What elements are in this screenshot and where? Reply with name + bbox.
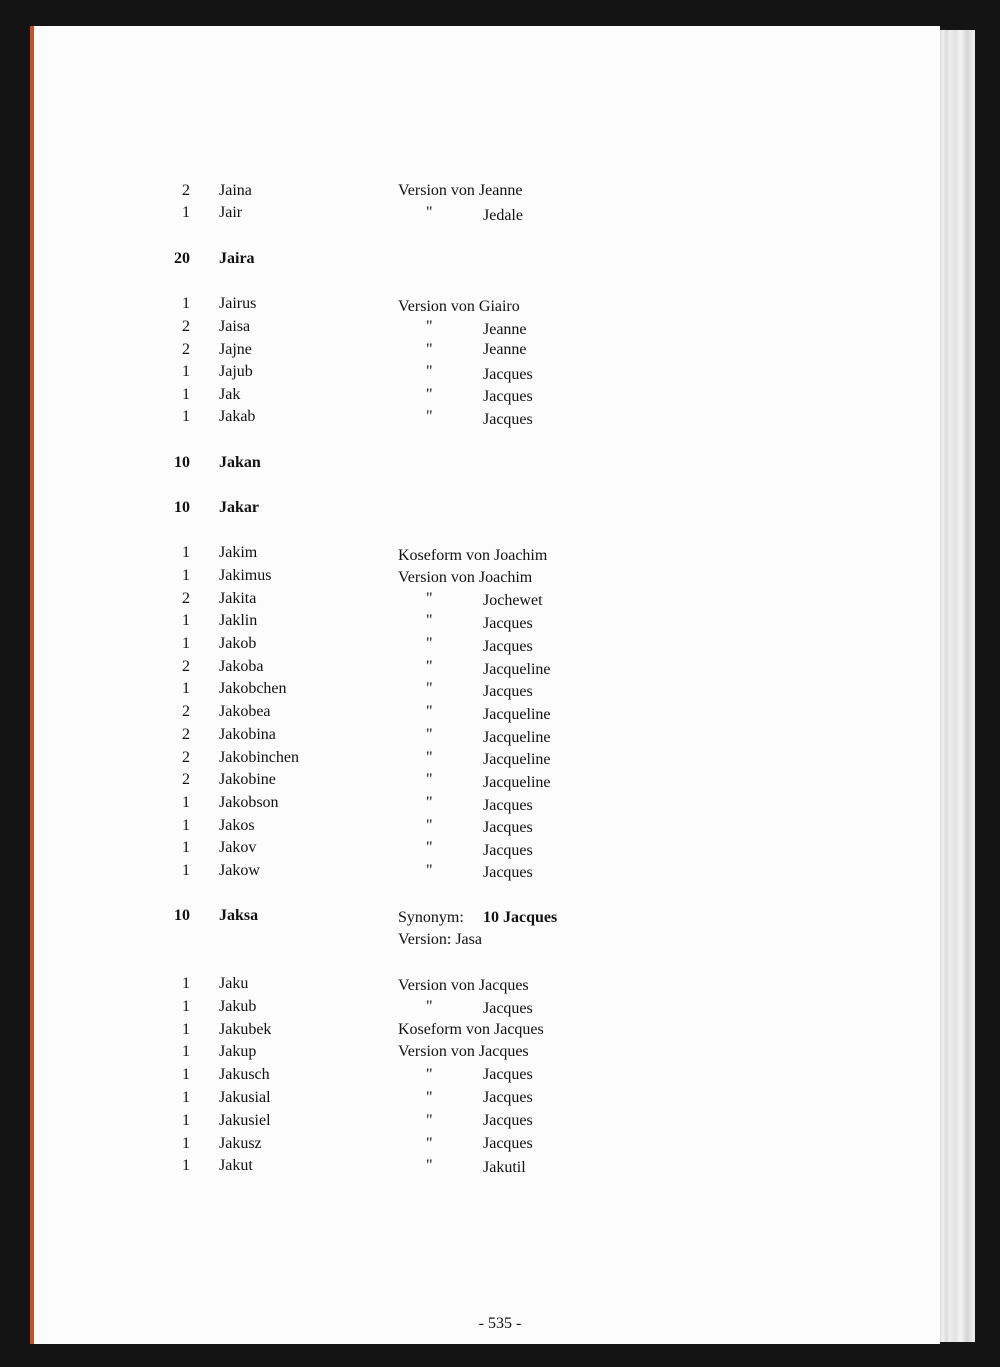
ditto-mark: " [426,1066,433,1083]
entry-row [0,567,1000,591]
entry-description: Version: Jasa [398,931,482,948]
entry-description: Version von Jacques [398,1043,529,1060]
entry-reference: Jacques [483,683,533,700]
entry-row [0,794,1000,818]
entry-name: Jakobchen [219,680,287,697]
entry-count: 1 [182,794,190,811]
entry-reference: Jacques [483,819,533,836]
entry-count: 1 [182,998,190,1015]
entry-reference: Jacqueline [483,751,551,768]
entry-name: Jak [219,386,241,403]
ditto-mark: " [426,1157,433,1174]
entry-reference: Jacques [483,864,533,881]
entry-count: 1 [182,680,190,697]
entry-count: 1 [182,204,190,221]
entry-name: Jair [219,204,243,221]
entry-count: 1 [182,408,190,425]
entry-name: Jakob [219,635,257,652]
ditto-mark: " [426,204,433,221]
entry-row [0,726,1000,750]
entry-count: 20 [174,250,190,267]
entry-row [0,1135,1000,1159]
entry-count: 2 [182,726,190,743]
ditto-mark: " [426,363,433,380]
page-number: - 535 - [478,1315,522,1332]
ditto-mark: " [426,749,433,766]
entry-name: Jakusial [219,1089,271,1106]
entry-name: Jaksa [219,907,259,924]
entry-name: Jakov [219,839,257,856]
entry-row [0,658,1000,682]
entry-reference: Jacques [483,388,533,405]
ditto-mark: " [426,1135,433,1152]
entry-count: 2 [182,182,190,199]
entry-count: 10 [174,499,190,516]
entry-name: Jaisa [219,318,251,335]
entry-count: 1 [182,975,190,992]
ditto-mark: " [426,341,433,358]
entry-name: Jakobina [219,726,276,743]
entry-reference: Jacques [483,638,533,655]
entry-description: Version von Jacques [398,977,529,994]
entry-count: 10 [174,907,190,924]
entry-count: 1 [182,1089,190,1106]
entry-name: Jakusch [219,1066,270,1083]
entry-count: 2 [182,590,190,607]
entry-row [0,204,1000,228]
entry-name: Jakusz [219,1135,262,1152]
entry-name: Jajub [219,363,253,380]
entry-row [0,182,1000,206]
entry-reference: Jacqueline [483,706,551,723]
entry-name: Jakup [219,1043,257,1060]
entry-count: 1 [182,1135,190,1152]
entry-row [0,1043,1000,1067]
entry-name: Jakobinchen [219,749,299,766]
entry-count: 2 [182,749,190,766]
entry-row [0,703,1000,727]
entry-count: 1 [182,839,190,856]
entry-reference: Jeanne [483,341,527,358]
entry-reference: Jakutil [483,1159,526,1176]
entry-row [0,544,1000,568]
entry-row [0,612,1000,636]
entry-name: Jakim [219,544,258,561]
entry-count: 1 [182,1043,190,1060]
ditto-mark: " [426,408,433,425]
entry-name: Jakobea [219,703,271,720]
entry-row [0,386,1000,410]
entry-reference: Jacques [483,797,533,814]
ditto-mark: " [426,590,433,607]
entry-reference: Jacques [483,1112,533,1129]
entry-row [0,1066,1000,1090]
entry-reference: Jacques [483,1089,533,1106]
entry-count: 1 [182,544,190,561]
entry-count: 2 [182,658,190,675]
entry-name: Jakita [219,590,257,607]
entry-name: Jakan [219,454,261,471]
entry-description: Version von Giairo [398,298,520,315]
entry-row [0,839,1000,863]
entry-reference: 10 Jacques [483,909,558,926]
entry-reference: Jeanne [483,321,527,338]
entry-name: Jaira [219,250,255,267]
entry-name: Jakut [219,1157,253,1174]
entry-reference: Jedale [483,207,523,224]
entry-name: Jakoba [219,658,264,675]
entry-row [0,318,1000,342]
entry-row [0,1089,1000,1113]
ditto-mark: " [426,998,433,1015]
entry-reference: Jacques [483,1066,533,1083]
entry-count: 2 [182,318,190,335]
ditto-mark: " [426,658,433,675]
ditto-mark: " [426,1089,433,1106]
entry-row [0,295,1000,319]
ditto-mark: " [426,839,433,856]
ditto-mark: " [426,612,433,629]
ditto-mark: " [426,726,433,743]
entry-row [0,907,1000,931]
entry-reference: Jacques [483,1135,533,1152]
entry-row [0,341,1000,365]
ditto-mark: " [426,703,433,720]
entry-row [0,250,1000,274]
entry-name: Jakobine [219,771,276,788]
entry-row [0,862,1000,886]
entry-row [0,749,1000,773]
ditto-mark: " [426,794,433,811]
entry-name: Jakusiel [219,1112,271,1129]
ditto-mark: " [426,862,433,879]
ditto-mark: " [426,635,433,652]
entry-row [0,817,1000,841]
entry-name: Jakimus [219,567,272,584]
entry-count: 1 [182,1066,190,1083]
entry-description: Koseform von Jacques [398,1021,544,1038]
entry-count: 1 [182,386,190,403]
entry-name: Jairus [219,295,257,312]
entry-row [0,975,1000,999]
entry-count: 1 [182,1021,190,1038]
ditto-mark: " [426,1112,433,1129]
entry-count: 1 [182,295,190,312]
entry-row [0,363,1000,387]
entry-name: Jaina [219,182,252,199]
entry-reference: Jochewet [483,592,543,609]
entry-reference: Jacques [483,842,533,859]
entry-reference: Jacqueline [483,729,551,746]
entry-count: 1 [182,862,190,879]
entry-description: Koseform von Joachim [398,547,548,564]
entry-row [0,998,1000,1022]
entry-row [0,408,1000,432]
entry-description: Synonym: [398,909,464,926]
entry-row [0,1157,1000,1181]
entry-row [0,771,1000,795]
entry-count: 10 [174,454,190,471]
entry-count: 1 [182,635,190,652]
entry-name: Jaklin [219,612,258,629]
entry-name: Jakab [219,408,256,425]
entry-description: Version von Jeanne [398,182,523,199]
entry-count: 2 [182,703,190,720]
entry-name: Jakos [219,817,255,834]
entry-name: Jakobson [219,794,279,811]
entry-count: 2 [182,771,190,788]
entry-name: Jakub [219,998,257,1015]
entry-reference: Jacques [483,411,533,428]
entry-row [0,1021,1000,1045]
entry-name: Jakow [219,862,260,879]
entry-reference: Jacques [483,366,533,383]
entry-count: 1 [182,567,190,584]
entry-row [0,454,1000,478]
entry-row [0,499,1000,523]
entry-row [0,931,1000,955]
entry-row [0,635,1000,659]
ditto-mark: " [426,771,433,788]
ditto-mark: " [426,680,433,697]
entry-count: 1 [182,1112,190,1129]
entry-row [0,680,1000,704]
entry-name: Jaku [219,975,249,992]
ditto-mark: " [426,817,433,834]
entry-name: Jajne [219,341,252,358]
entry-reference: Jacqueline [483,661,551,678]
entry-count: 1 [182,1157,190,1174]
entry-reference: Jacqueline [483,774,551,791]
entry-name: Jakar [219,499,259,516]
ditto-mark: " [426,386,433,403]
entry-row [0,590,1000,614]
entry-count: 2 [182,341,190,358]
entry-reference: Jacques [483,615,533,632]
entry-name: Jakubek [219,1021,272,1038]
entry-count: 1 [182,817,190,834]
entry-row [0,1112,1000,1136]
entry-count: 1 [182,612,190,629]
ditto-mark: " [426,318,433,335]
entry-reference: Jacques [483,1000,533,1017]
entry-description: Version von Joachim [398,569,533,586]
entry-count: 1 [182,363,190,380]
